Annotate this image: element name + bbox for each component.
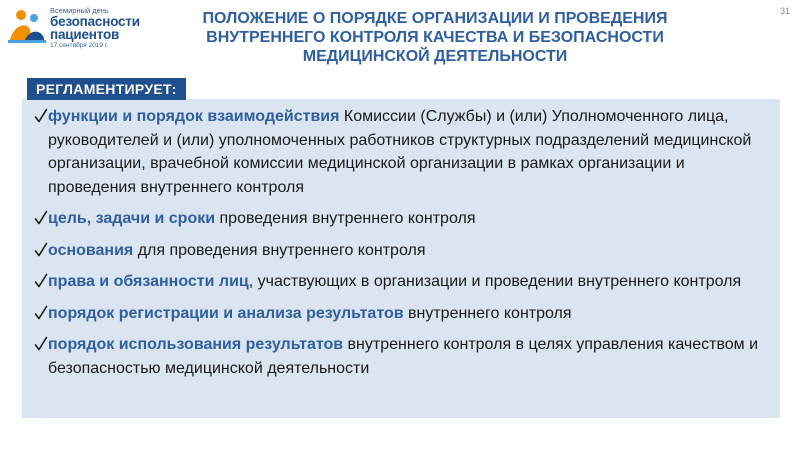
item-rest: , участвующих в организации и проведении внутреннего контроля bbox=[248, 273, 742, 290]
item-highlight: права и обязанности лиц bbox=[48, 273, 249, 290]
list-item bbox=[34, 270, 770, 294]
item-highlight: основания bbox=[48, 241, 134, 259]
logo-line-3: пациентов bbox=[50, 27, 120, 42]
item-text bbox=[48, 333, 770, 380]
item-rest: для проведения внутреннего контроля bbox=[133, 241, 426, 259]
item-text bbox=[48, 270, 741, 294]
item-rest: Комиссии (Службы) и (или) Уполномоченного лица, руководителей и (или) уполномоченных работников структурных подразделений медицинской организации, врачебной комиссии медицинской организации в рамках организации и проведения внутреннего контроля bbox=[48, 108, 752, 196]
page-number: 31 bbox=[779, 6, 790, 16]
logo-line-1: Всемирный день bbox=[50, 6, 109, 15]
checkmark-icon bbox=[34, 303, 48, 323]
slide-title: ПОЛОЖЕНИЕ О ПОРЯДКЕ ОРГАНИЗАЦИИ И ПРОВЕДЕНИЯ ВНУТРЕННЕГО КОНТРОЛЯ КАЧЕСТВА И БЕЗОПАСНОСТИ МЕДИЦИНСКОЙ ДЕЯТЕЛЬНОСТИ bbox=[202, 10, 668, 65]
item-rest: проведения внутреннего контроля bbox=[215, 210, 476, 227]
item-rest: внутреннего контроля в целях управления качеством и безопасностью медицинской деятельности bbox=[48, 336, 759, 377]
checkmark-icon bbox=[34, 208, 48, 228]
item-text bbox=[48, 239, 425, 263]
item-rest: внутреннего контроля bbox=[403, 304, 572, 322]
list-item bbox=[34, 105, 770, 199]
content-panel bbox=[22, 99, 780, 418]
logo-date: 17 сентября 2019 г. bbox=[50, 42, 109, 49]
item-text bbox=[48, 302, 572, 326]
list-item bbox=[34, 302, 770, 326]
logo-line-2: безопасности bbox=[50, 14, 140, 29]
list-item bbox=[34, 333, 770, 380]
event-logo bbox=[6, 4, 166, 54]
checkmark-icon bbox=[34, 271, 48, 291]
section-badge: РЕГЛАМЕНТИРУЕТ: bbox=[27, 78, 186, 100]
item-highlight: порядок регистрации и анализа результатов bbox=[48, 304, 404, 322]
list-item bbox=[34, 239, 770, 263]
item-highlight: цель, задачи и сроки bbox=[48, 210, 216, 227]
patient-safety-logo-icon bbox=[6, 6, 48, 48]
list-item bbox=[34, 207, 770, 231]
checkmark-icon bbox=[34, 240, 48, 260]
item-text bbox=[48, 207, 476, 231]
checkmark-icon bbox=[34, 334, 48, 354]
item-highlight: порядок использования результатов bbox=[48, 336, 344, 353]
item-highlight: функции и порядок взаимодействия bbox=[48, 108, 340, 125]
regulation-list bbox=[22, 99, 780, 380]
checkmark-icon bbox=[34, 106, 48, 126]
item-text bbox=[48, 105, 770, 199]
